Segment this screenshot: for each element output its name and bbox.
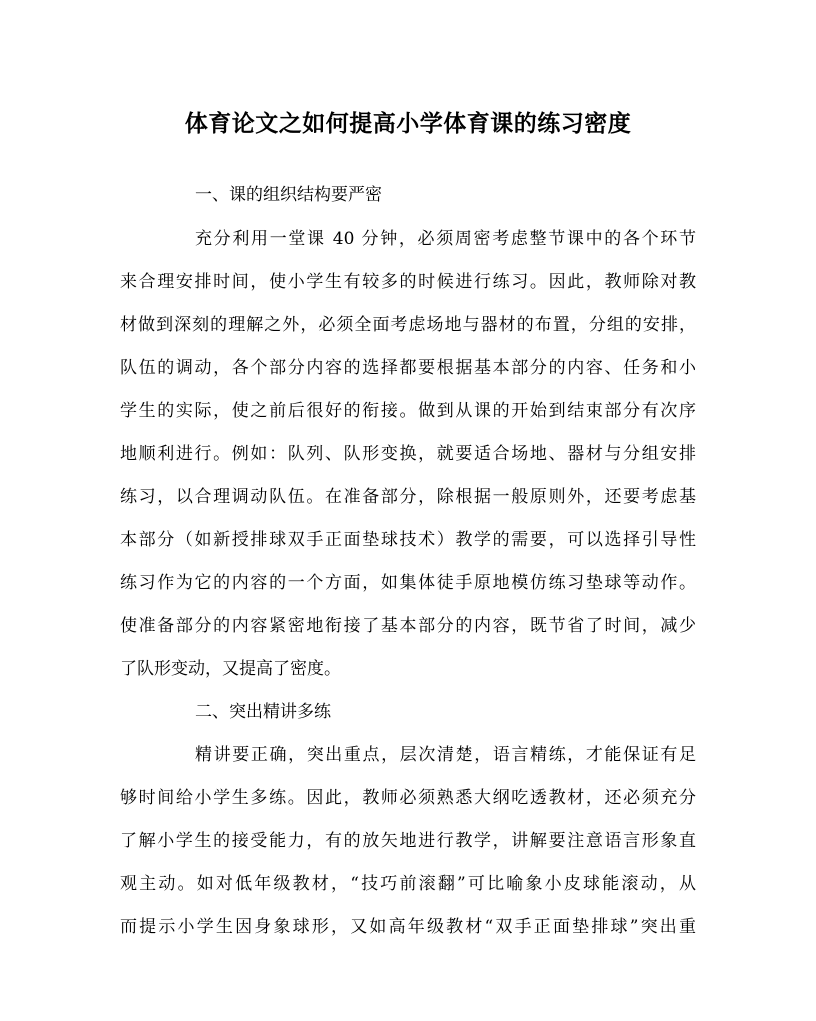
paragraph-line: 充分利用一堂课 40 分钟，必须周密考虑整节课中的各个环节 (195, 229, 696, 249)
paragraph-line: 精讲要正确，突出重点，层次清楚，语言精练，才能保证有足 (195, 745, 696, 765)
paragraph-line: 观主动。如对低年级教材，“技巧前滚翻”可比喻象小皮球能滚动，从 (120, 874, 696, 894)
paragraph-line: 学生的实际，使之前后很好的衔接。做到从课的开始到结束部分有次序 (120, 401, 696, 421)
paragraph-line: 本部分（如新授排球双手正面垫球技术）教学的需要，可以选择引导性 (120, 530, 696, 550)
paragraph-line: 材做到深刻的理解之外，必须全面考虑场地与器材的布置，分组的安排， (120, 315, 696, 335)
paragraph-line: 使准备部分的内容紧密地衔接了基本部分的内容，既节省了时间，减少 (120, 616, 696, 636)
section-heading: 二、突出精讲多练 (195, 702, 331, 722)
paragraph-line: 队伍的调动，各个部分内容的选择都要根据基本部分的内容、任务和小 (120, 358, 696, 378)
paragraph-line: 地顺利进行。例如：队列、队形变换，就要适合场地、器材与分组安排 (120, 444, 696, 464)
paragraph-line: 够时间给小学生多练。因此，教师必须熟悉大纲吃透教材，还必须充分 (120, 788, 696, 808)
paragraph-line: 练习，以合理调动队伍。在准备部分，除根据一般原则外，还要考虑基 (120, 487, 696, 507)
paragraph-line: 来合理安排时间，使小学生有较多的时候进行练习。因此，教师除对教 (120, 272, 696, 292)
paragraph-line: 了解小学生的接受能力，有的放矢地进行教学，讲解要注意语言形象直 (120, 831, 696, 851)
document-title: 体育论文之如何提高小学体育课的练习密度 (184, 110, 632, 137)
paragraph-line: 练习作为它的内容的一个方面，如集体徒手原地模仿练习垫球等动作。 (120, 573, 696, 593)
paragraph-line: 而提示小学生因身象球形，又如高年级教材“双手正面垫排球”突出重 (120, 917, 696, 937)
section-heading: 一、课的组织结构要严密 (195, 185, 382, 205)
paragraph-line: 了队形变动，又提高了密度。 (120, 659, 341, 679)
